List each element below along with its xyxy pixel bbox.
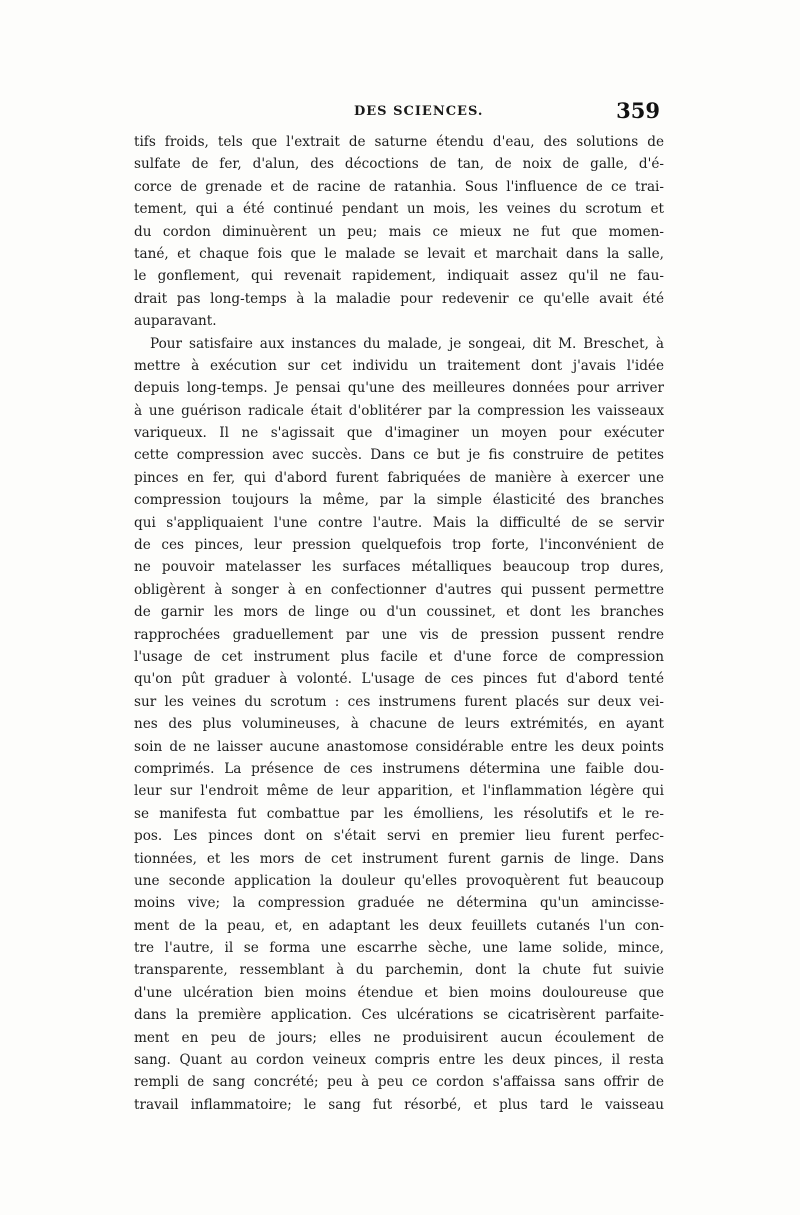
- text-line: corce de grenade et de racine de ratanhia. Sous l'influence de ce trai-: [134, 178, 664, 195]
- text-line: l'usage de cet instrument plus facile et d'une force de compression: [134, 648, 664, 665]
- text-line: moins vive; la compression graduée ne détermina qu'un amincisse-: [134, 895, 664, 912]
- text-line: à une guérison radicale était d'oblitérer par la compression les vaisseaux: [134, 402, 664, 419]
- text-line: rapprochées graduellement par une vis de pression pussent rendre: [134, 626, 664, 643]
- text-line: travail inflammatoire; le sang fut résorbé, et plus tard le vaisseau: [134, 1096, 664, 1113]
- text-line: tionnées, et les mors de cet instrument furent garnis de linge. Dans: [134, 850, 664, 867]
- text-line: qu'on pût graduer à volonté. L'usage de ces pinces fut d'abord tenté: [134, 671, 664, 688]
- text-line: sur les veines du scrotum : ces instrumens furent placés sur deux vei-: [134, 693, 664, 710]
- text-line: rempli de sang concrété; peu à peu ce cordon s'affaissa sans offrir de: [134, 1074, 664, 1091]
- text-line: drait pas long-temps à la maladie pour redevenir ce qu'elle avait été: [134, 290, 664, 307]
- text-line: variqueux. Il ne s'agissait que d'imaginer un moyen pour exécuter: [134, 425, 664, 442]
- text-line: ment en peu de jours; elles ne produisirent aucun écoulement de: [134, 1029, 664, 1046]
- text-line: sulfate de fer, d'alun, des décoctions de tan, de noix de galle, d'é-: [134, 156, 664, 173]
- text-line: dans la première application. Ces ulcérations se cicatrisèrent parfaite-: [134, 1007, 664, 1024]
- running-head: [128, 98, 660, 128]
- text-line: soin de ne laisser aucune anastomose considérable entre les deux points: [134, 738, 664, 755]
- text-line: leur sur l'endroit même de leur apparition, et l'inflammation légère qui: [134, 783, 664, 800]
- text-line: compression toujours la même, par la simple élasticité des branches: [134, 492, 664, 509]
- text-line: de ces pinces, leur pression quelquefois trop forte, l'inconvénient de: [134, 537, 664, 554]
- text-line: depuis long-temps. Je pensai qu'une des meilleures données pour arriver: [134, 380, 664, 397]
- text-line: mettre à exécution sur cet individu un traitement dont j'avais l'idée: [134, 357, 664, 374]
- text-line: qui s'appliquaient l'une contre l'autre. Mais la difficulté de se servir: [134, 514, 664, 531]
- text-line: tané, et chaque fois que le malade se levait et marchait dans la salle,: [134, 245, 664, 262]
- text-line: ment de la peau, et, en adaptant les deux feuillets cutanés l'un con-: [134, 917, 664, 934]
- text-line: tifs froids, tels que l'extrait de saturne étendu d'eau, des solutions de: [134, 134, 664, 150]
- body-text: [134, 131, 664, 1116]
- text-line: ne pouvoir matelasser les surfaces métalliques beaucoup trop dures,: [134, 559, 664, 576]
- text-line: obligèrent à songer à en confectionner d'autres qui pussent permettre: [134, 581, 664, 598]
- text-line: nes des plus volumineuses, à chacune de leurs extrémités, en ayant: [134, 716, 664, 733]
- text-line: sang. Quant au cordon veineux compris entre les deux pinces, il resta: [134, 1052, 664, 1069]
- text-line: cette compression avec succès. Dans ce but je fis construire de petites: [134, 447, 664, 464]
- text-line: auparavant.: [134, 313, 217, 330]
- text-line: tre l'autre, il se forma une escarrhe sèche, une lame solide, mince,: [134, 940, 664, 957]
- text-line: pinces en fer, qui d'abord furent fabriquées de manière à exercer une: [134, 469, 664, 486]
- text-line: transparente, ressemblant à du parchemin, dont la chute fut suivie: [134, 962, 664, 979]
- text-line: une seconde application la douleur qu'elles provoquèrent fut beaucoup: [134, 872, 664, 889]
- running-title: DES SCIENCES.: [354, 104, 484, 119]
- text-line: Pour satisfaire aux instances du malade, je songeai, dit M. Breschet, à: [150, 335, 664, 352]
- text-line: d'une ulcération bien moins étendue et bien moins douloureuse que: [134, 984, 664, 1001]
- text-line: se manifesta fut combattue par les émolliens, les résolutifs et le re-: [134, 805, 664, 822]
- text-line: comprimés. La présence de ces instrumens détermina une faible dou-: [134, 760, 664, 777]
- text-line: de garnir les mors de linge ou d'un coussinet, et dont les branches: [134, 604, 664, 621]
- page-number: 359: [616, 98, 660, 123]
- text-line: pos. Les pinces dont on s'était servi en premier lieu furent perfec-: [134, 828, 664, 845]
- text-line: tement, qui a été continué pendant un mois, les veines du scrotum et: [134, 201, 664, 218]
- text-line: du cordon diminuèrent un peu; mais ce mieux ne fut que momen-: [134, 223, 664, 240]
- text-line: le gonflement, qui revenait rapidement, indiquait assez qu'il ne fau-: [134, 268, 664, 285]
